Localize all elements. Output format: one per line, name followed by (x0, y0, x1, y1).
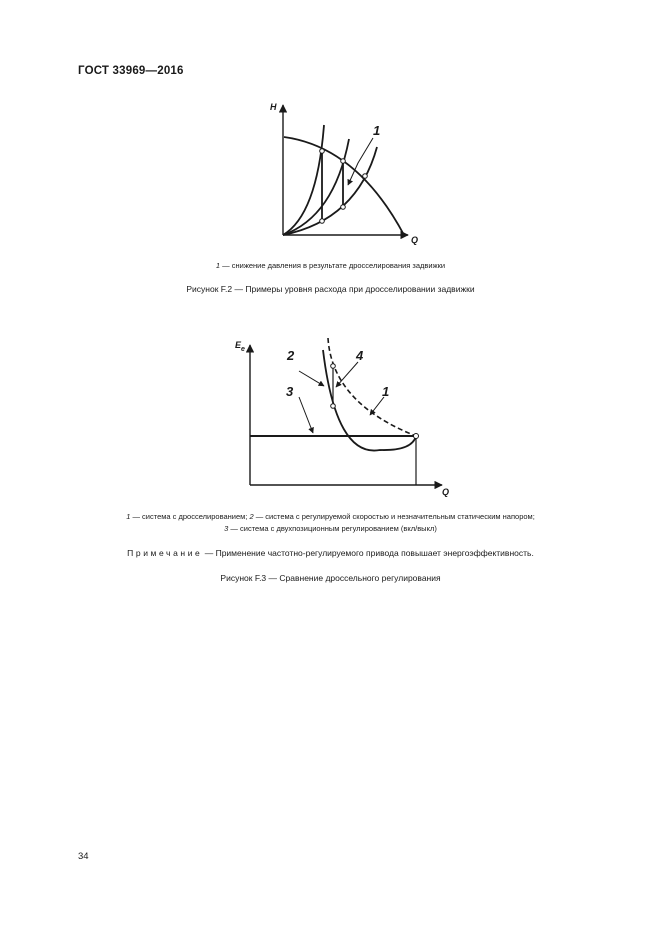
f2-point (341, 205, 346, 210)
f3-legend-num-3: 3 (224, 524, 229, 533)
f2-legend-text: — снижение давления в результате дросселирования задвижки (220, 261, 446, 270)
document-header: ГОСТ 33969—2016 (78, 65, 184, 77)
f3-y-axis-label (235, 340, 245, 353)
figure-f2-legend (0, 261, 661, 270)
f3-point (331, 404, 336, 409)
f3-point (414, 434, 419, 439)
f2-x-axis-label: Q (411, 235, 419, 245)
f3-callout-3-arrow (299, 397, 313, 433)
f3-legend-text-1: — система с дросселированием; (130, 512, 250, 521)
f2-point (341, 159, 346, 164)
f3-callout-label-4: 4 (356, 348, 364, 363)
figure-f2-diagram (262, 95, 432, 250)
f2-legend-num: 1 (215, 261, 221, 270)
f3-curve-throttling (328, 338, 416, 436)
f3-y-axis-sub: e (241, 346, 245, 353)
f2-point (363, 174, 368, 179)
f3-callout-1-arrow (370, 397, 384, 415)
f3-legend-text-3: — система с двухпозиционным регулированием (вкл/выкл) (228, 524, 437, 533)
f3-legend-num-1: 1 (126, 512, 131, 521)
note-text: — Применение частотно-регулируемого привода повышает энергоэффективность. (202, 548, 534, 558)
figure-f3-legend-line2 (0, 524, 661, 533)
note-paragraph (0, 548, 661, 558)
f3-callout-2-arrow (299, 371, 324, 386)
f2-callout-label: 1 (373, 123, 381, 138)
f3-point (331, 364, 336, 369)
f3-callout-label-3: 3 (286, 384, 294, 399)
f3-legend-num-2: 2 (249, 512, 254, 521)
f2-point (320, 219, 325, 224)
f3-callout-4-arrow (336, 362, 358, 387)
f2-callout-arrow (348, 138, 373, 185)
f3-callout-label-1: 1 (382, 384, 390, 399)
figure-f3-caption: Рисунок F.3 — Сравнение дроссельного регулирования (220, 573, 441, 583)
figure-f3-legend-line1 (0, 512, 661, 521)
page-number: 34 (78, 851, 89, 862)
figure-f2-caption: Рисунок F.2 — Примеры уровня расхода при дросселировании задвижки (186, 284, 475, 294)
figure-f3-diagram (232, 333, 457, 501)
f3-callout-label-2: 2 (287, 348, 295, 363)
f2-pump-curve (284, 137, 404, 235)
f2-system-curve-b (283, 139, 349, 235)
f2-point (320, 149, 325, 154)
f3-x-axis-label: Q (442, 487, 450, 497)
f3-y-axis-main: E (235, 340, 242, 350)
note-label: Примечание (127, 548, 203, 558)
f3-legend-text-2: — система с регулируемой скоростью и незначительным статическим напором; (253, 512, 535, 521)
f2-y-axis-label: H (270, 102, 277, 112)
